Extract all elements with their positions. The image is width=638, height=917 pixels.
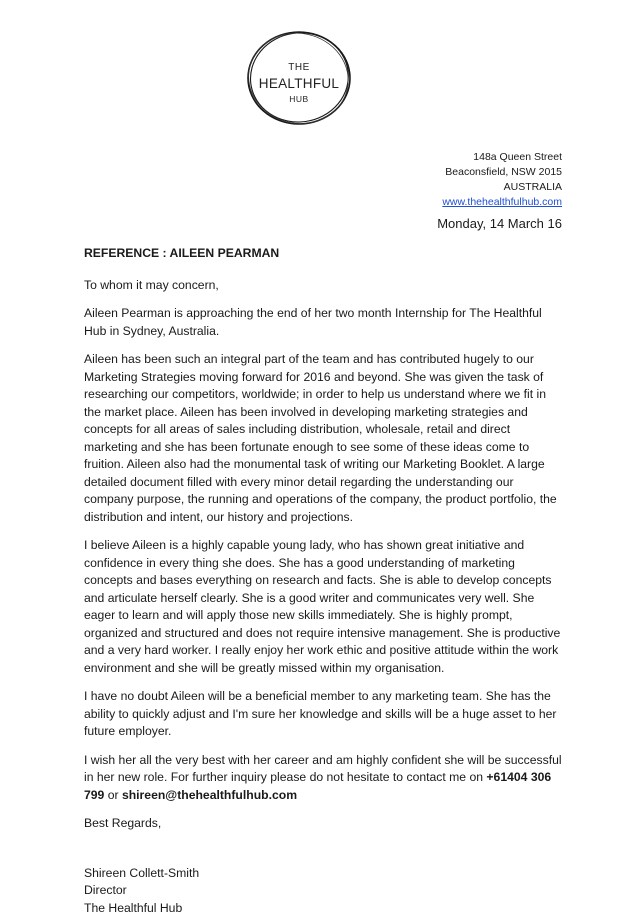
logo-text-healthful: HEALTHFUL [244, 77, 354, 91]
paragraph-1: Aileen Pearman is approaching the end of her two month Internship for The Healthful Hub in Sydney, Australia. [84, 305, 564, 340]
closing-text-middle: or [104, 788, 122, 802]
sender-address [442, 150, 562, 210]
logo-text-hub: HUB [244, 95, 354, 104]
website-link[interactable]: www.thehealthfulhub.com [442, 196, 562, 208]
salutation: To whom it may concern, [84, 277, 564, 295]
signature-name: Shireen Collett-Smith [84, 865, 564, 883]
letter-body [84, 245, 564, 917]
paragraph-4: I have no doubt Aileen will be a beneficial member to any marketing team. She has the ability to quickly adjust and I'm sure her knowledge and skills will be a huge asset to her future employer. [84, 688, 564, 741]
address-country: AUSTRALIA [442, 180, 562, 195]
paragraph-3: I believe Aileen is a highly capable young lady, who has shown great initiative and confidence in every thing she does. She has a good understanding of marketing concepts and bases everything on research and facts. She is able to develop concepts and articulate herself clearly. She is a good writer and communicates very well. She eager to learn and will apply those new skills immediately. She is highly prompt, organized and structured and does not require intensive management. She is productive and a very hard worker. I really enjoy her work ethic and positive attitude within the work environment and she will be greatly missed within my organisation. [84, 537, 564, 677]
contact-email: shireen@thehealthfulhub.com [122, 788, 297, 802]
address-city: Beaconsfield, NSW 2015 [442, 165, 562, 180]
company-logo [244, 28, 354, 128]
paragraph-2: Aileen has been such an integral part of the team and has contributed hugely to our Marketing Strategies moving forward for 2016 and beyond. She was given the task of researching our competitors, worldwide; in order to help us understand where we fit in the market place. Aileen has been involved in developing marketing strategies and concepts for all areas of sales including distribution, wholesale, retail and direct marketing and she has been fortunate enough to see some of these ideas come to fruition. Aileen also had the monumental task of writing our Marketing Booklet. A large detailed document filled with every minor detail regarding the understanding our company purpose, the running and operations of the company, the product portfolio, the distribution and intent, our history and projections. [84, 351, 564, 526]
signature-title: Director [84, 882, 564, 900]
closing-text-before: I wish her all the very best with her career and am highly confident she will be successful in her new role. For further inquiry please do not hesitate to contact me on [84, 753, 562, 785]
letter-subject: REFERENCE : AILEEN PEARMAN [84, 245, 564, 263]
logo-text-the: THE [244, 63, 354, 73]
contact-phone: +61404 306 799 [84, 770, 551, 802]
address-street: 148a Queen Street [442, 150, 562, 165]
signature-block [84, 865, 564, 917]
letter-date: Monday, 14 March 16 [437, 216, 562, 231]
signoff: Best Regards, [84, 815, 564, 833]
closing-paragraph [84, 752, 564, 805]
signature-company: The Healthful Hub [84, 900, 564, 917]
